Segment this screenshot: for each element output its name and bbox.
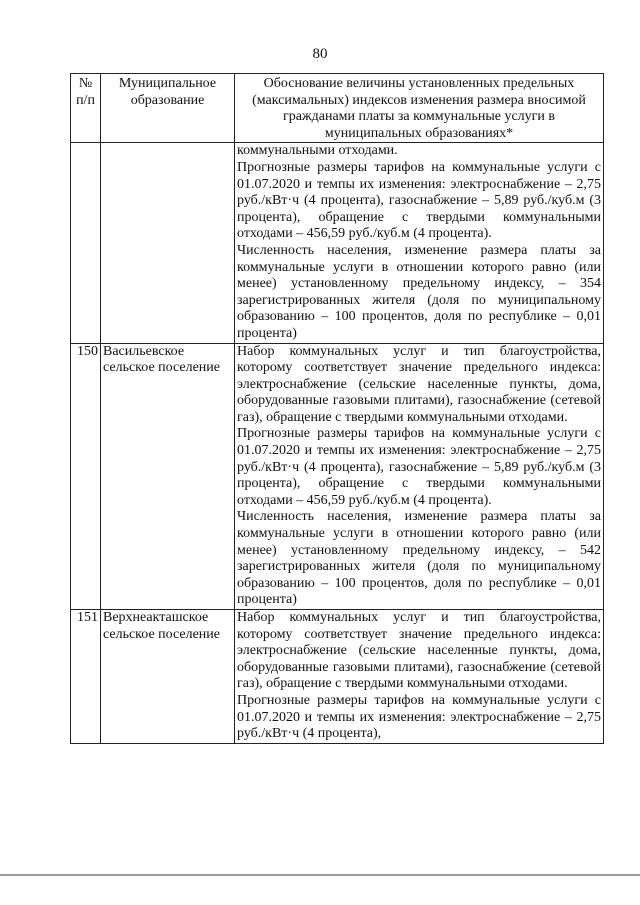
paragraph: Набор коммунальных услуг и тип благоустройства, которому соответствует значение предельного индекса: электроснабжение (сельские населенные пункты, дома, оборудованные газовыми плитами), газоснабжение (сетевой газ), обращение с твердыми коммунальными отходами. <box>237 343 601 425</box>
header-municipality: Муниципальное образование <box>101 74 235 143</box>
page-number: 80 <box>312 46 328 62</box>
paragraph: Численность населения, изменение размера платы за коммунальные услуги в отношении которого равно (или менее) установленному предельному индексу, – 354 зарегистрированных жителя (доля по муниципальному образованию – 100 процентов, доля по республике – 0,01 процента) <box>237 242 601 341</box>
paragraph: Набор коммунальных услуг и тип благоустройства, которому соответствует значение предельного индекса: электроснабжение (сельские населенные пункты, дома, оборудованные газовыми плитами), газоснабжение (сетевой газ), обращение с твердыми коммунальными отходами. <box>237 610 601 692</box>
paragraph: Численность населения, изменение размера платы за коммунальные услуги в отношении которого равно (или менее) установленному предельному индексу, – 542 зарегистрированных жителя (доля по муниципальному образованию – 100 процентов, доля по республике – 0,01 процента) <box>237 509 601 608</box>
table-row <box>71 143 604 343</box>
header-num: № п/п <box>71 74 101 143</box>
row-num: 150 <box>71 343 101 610</box>
paragraph: Прогнозные размеры тарифов на коммунальные услуги с 01.07.2020 и темпы их изменения: электроснабжение – 2,75 руб./кВт·ч (4 процента), газоснабжение – 5,89 руб./куб.м (3 процента), обращение с твердыми коммунальными отходами – 456,59 руб./куб.м (4 процента). <box>237 159 601 242</box>
row-justification <box>235 343 604 610</box>
row-municipality <box>101 143 235 343</box>
row-municipality: Васильевское сельское поселение <box>101 343 235 610</box>
row-justification <box>235 143 604 343</box>
table-row <box>71 610 604 744</box>
paragraph: Прогнозные размеры тарифов на коммунальные услуги с 01.07.2020 и темпы их изменения: электроснабжение – 2,75 руб./кВт·ч (4 процента), газоснабжение – 5,89 руб./куб.м (3 процента), обращение с твердыми коммунальными отходами – 456,59 руб./куб.м (4 процента). <box>237 426 601 508</box>
table-header-row <box>71 74 604 143</box>
row-justification <box>235 610 604 744</box>
header-justification: Обоснование величины установленных предельных (максимальных) индексов изменения размера вносимой гражданами платы за коммунальные услуги в муниципальных образованиях* <box>235 74 604 143</box>
paragraph: коммунальными отходами. <box>237 143 398 159</box>
scan-edge-line <box>0 874 640 876</box>
paragraph: Прогнозные размеры тарифов на коммунальные услуги с 01.07.2020 и темпы их изменения: электроснабжение – 2,75 руб./кВт·ч (4 процента), <box>237 692 601 742</box>
table-row <box>71 343 604 610</box>
tariff-table <box>70 73 604 744</box>
row-num <box>71 143 101 343</box>
row-num: 151 <box>71 610 101 744</box>
row-municipality: Верхнеакташское сельское поселение <box>101 610 235 744</box>
